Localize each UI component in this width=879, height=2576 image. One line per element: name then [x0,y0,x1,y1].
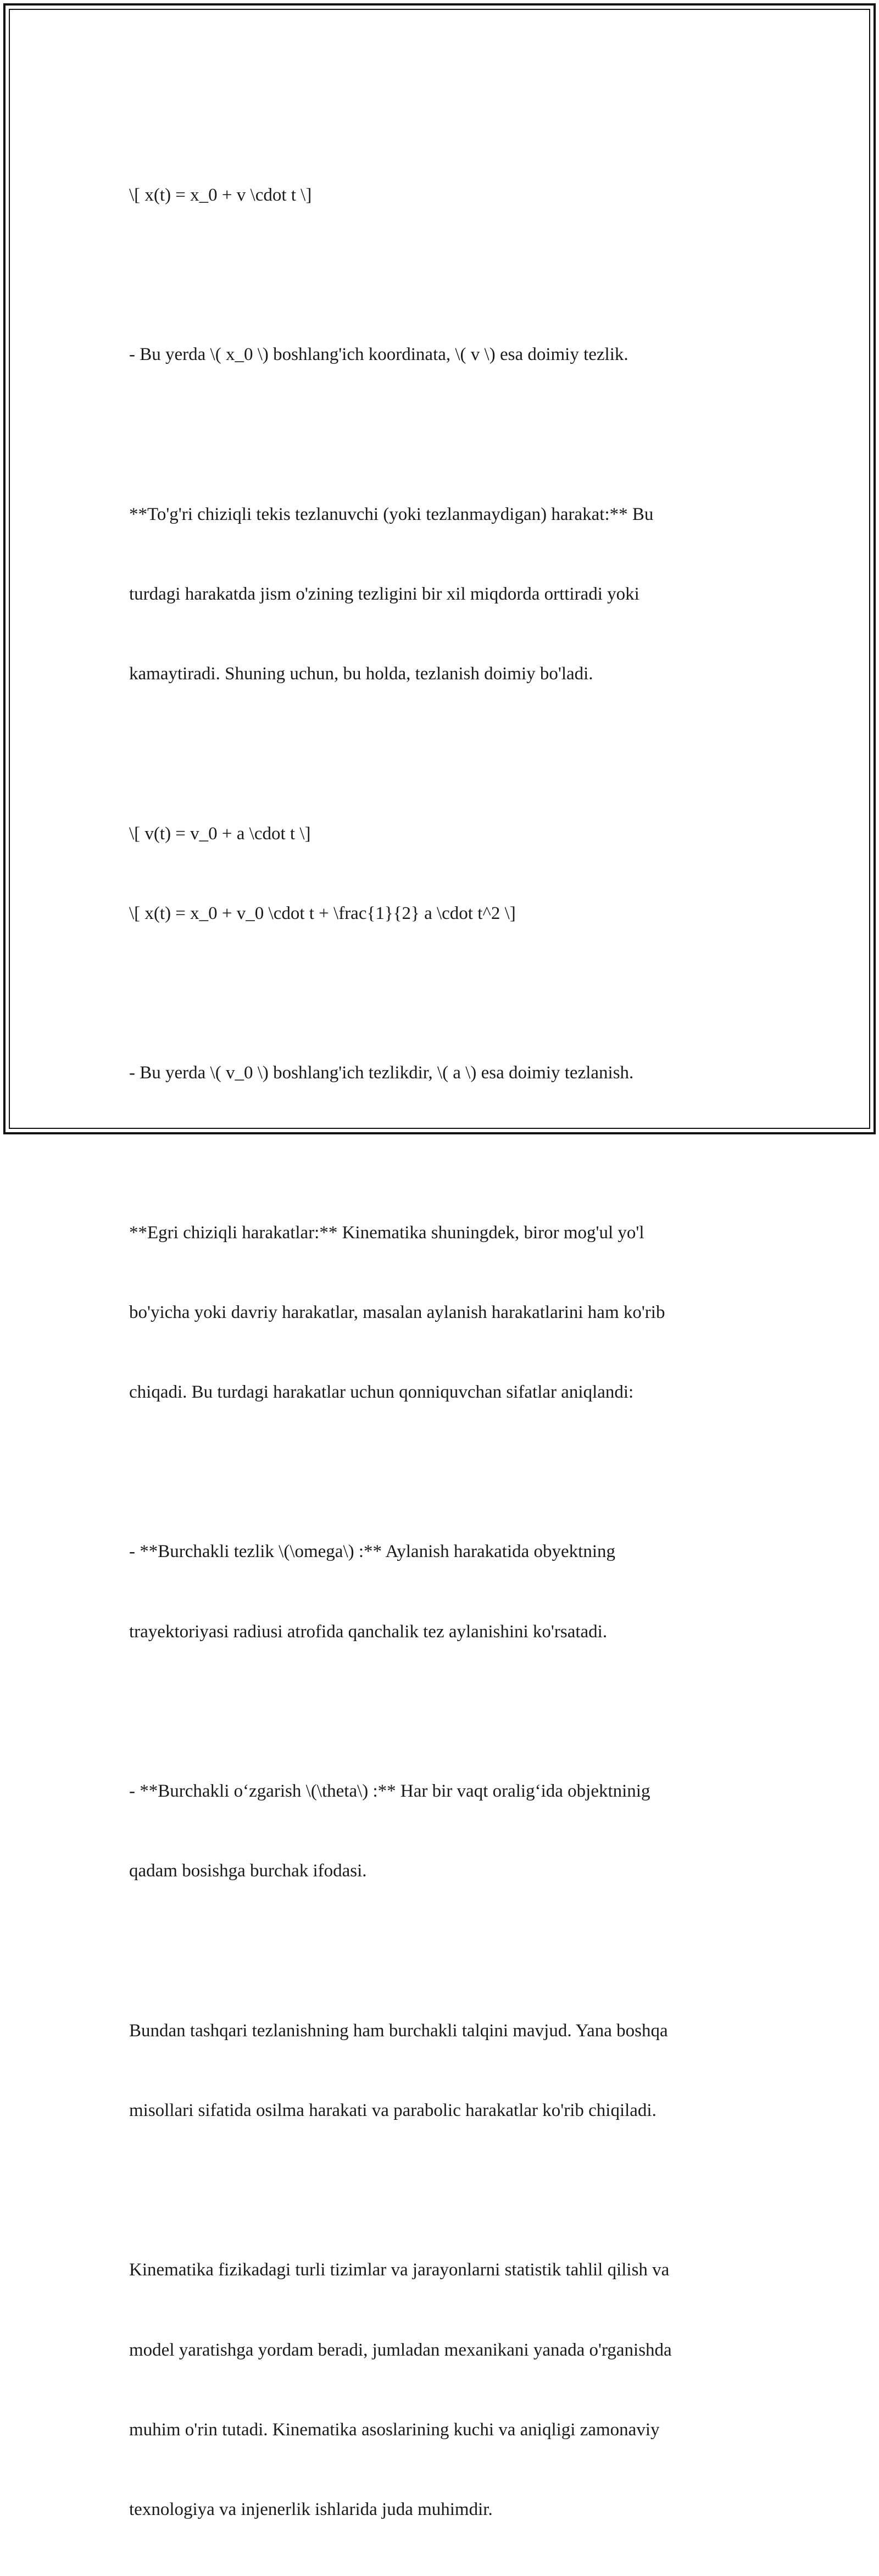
paragraph-additional-examples [129,1964,761,2177]
paragraph-conclusion [129,2204,761,2576]
text-line: Kinematika fizikadagi turli tizimlar va jarayonlarni statistik tahlil qilish va [129,2260,670,2280]
list-item-angular-displacement [129,1725,761,1937]
text-line: misollari sifatida osilma harakati va parabolic harakatlar ko'rib chiqiladi. [129,2100,657,2120]
text-line: qadam bosishga burchak ifodasi. [129,1861,367,1881]
paragraph-accelerated-motion [129,448,761,740]
text-line: \[ x(t) = x_0 + v \cdot t \] [129,185,312,205]
text-line: **To'g'ri chiziqli tekis tezlanuvchi (yoki tezlanmaydigan) harakat:** Bu [129,504,654,524]
text-line: - **Burchakli o‘zgarish \(\theta\) :** Har bir vaqt oralig‘ida objektninig [129,1781,650,1802]
text-line: Bundan tashqari tezlanishning ham burchakli talqini mavjud. Yana boshqa [129,2020,668,2041]
text-line: chiqadi. Bu turdagi harakatlar uchun qonniquvchan sifatlar aniqlandi: [129,1382,634,1403]
paragraph-uniform-definitions [129,288,761,421]
paragraph-accelerated-definitions [129,1006,761,1139]
text-line: \[ x(t) = x_0 + v_0 \cdot t + \frac{1}{2} a \cdot t^2 \] [129,903,516,923]
paragraph-curvilinear-motion [129,1166,761,1459]
text-line: bo'yicha yoki davriy harakatlar, masalan aylanish harakatlarini ham ko'rib [129,1302,665,1322]
equation-position-uniform [129,129,761,262]
text-line: kamaytiradi. Shuning uchun, bu holda, tezlanish doimiy bo'ladi. [129,664,593,684]
text-line: muhim o'rin tutadi. Kinematika asoslarining kuchi va aniqligi zamonaviy [129,2419,660,2440]
list-item-angular-velocity [129,1486,761,1698]
equations-accelerated-motion [129,767,761,980]
document-body [129,129,761,2576]
text-line: \[ v(t) = v_0 + a \cdot t \] [129,823,311,844]
text-line: - Bu yerda \( x_0 \) boshlang'ich koordinata, \( v \) esa doimiy tezlik. [129,345,628,365]
text-line: - Bu yerda \( v_0 \) boshlang'ich tezlikdir, \( a \) esa doimiy tezlanish. [129,1063,634,1083]
text-line: - **Burchakli tezlik \(\omega\) :** Aylanish harakatida obyektning [129,1542,615,1562]
text-line: turdagi harakatda jism o'zining tezligini bir xil miqdorda orttiradi yoki [129,584,639,604]
text-line: texnologiya va injenerlik ishlarida juda muhimdir. [129,2500,493,2520]
text-line: model yaratishga yordam beradi, jumladan mexanikani yanada o'rganishda [129,2340,672,2360]
text-line: **Egri chiziqli harakatlar:** Kinematika shuningdek, biror mog'ul yo'l [129,1222,644,1243]
text-line: trayektoriyasi radiusi atrofida qanchalik tez aylanishini ko'rsatadi. [129,1621,608,1642]
